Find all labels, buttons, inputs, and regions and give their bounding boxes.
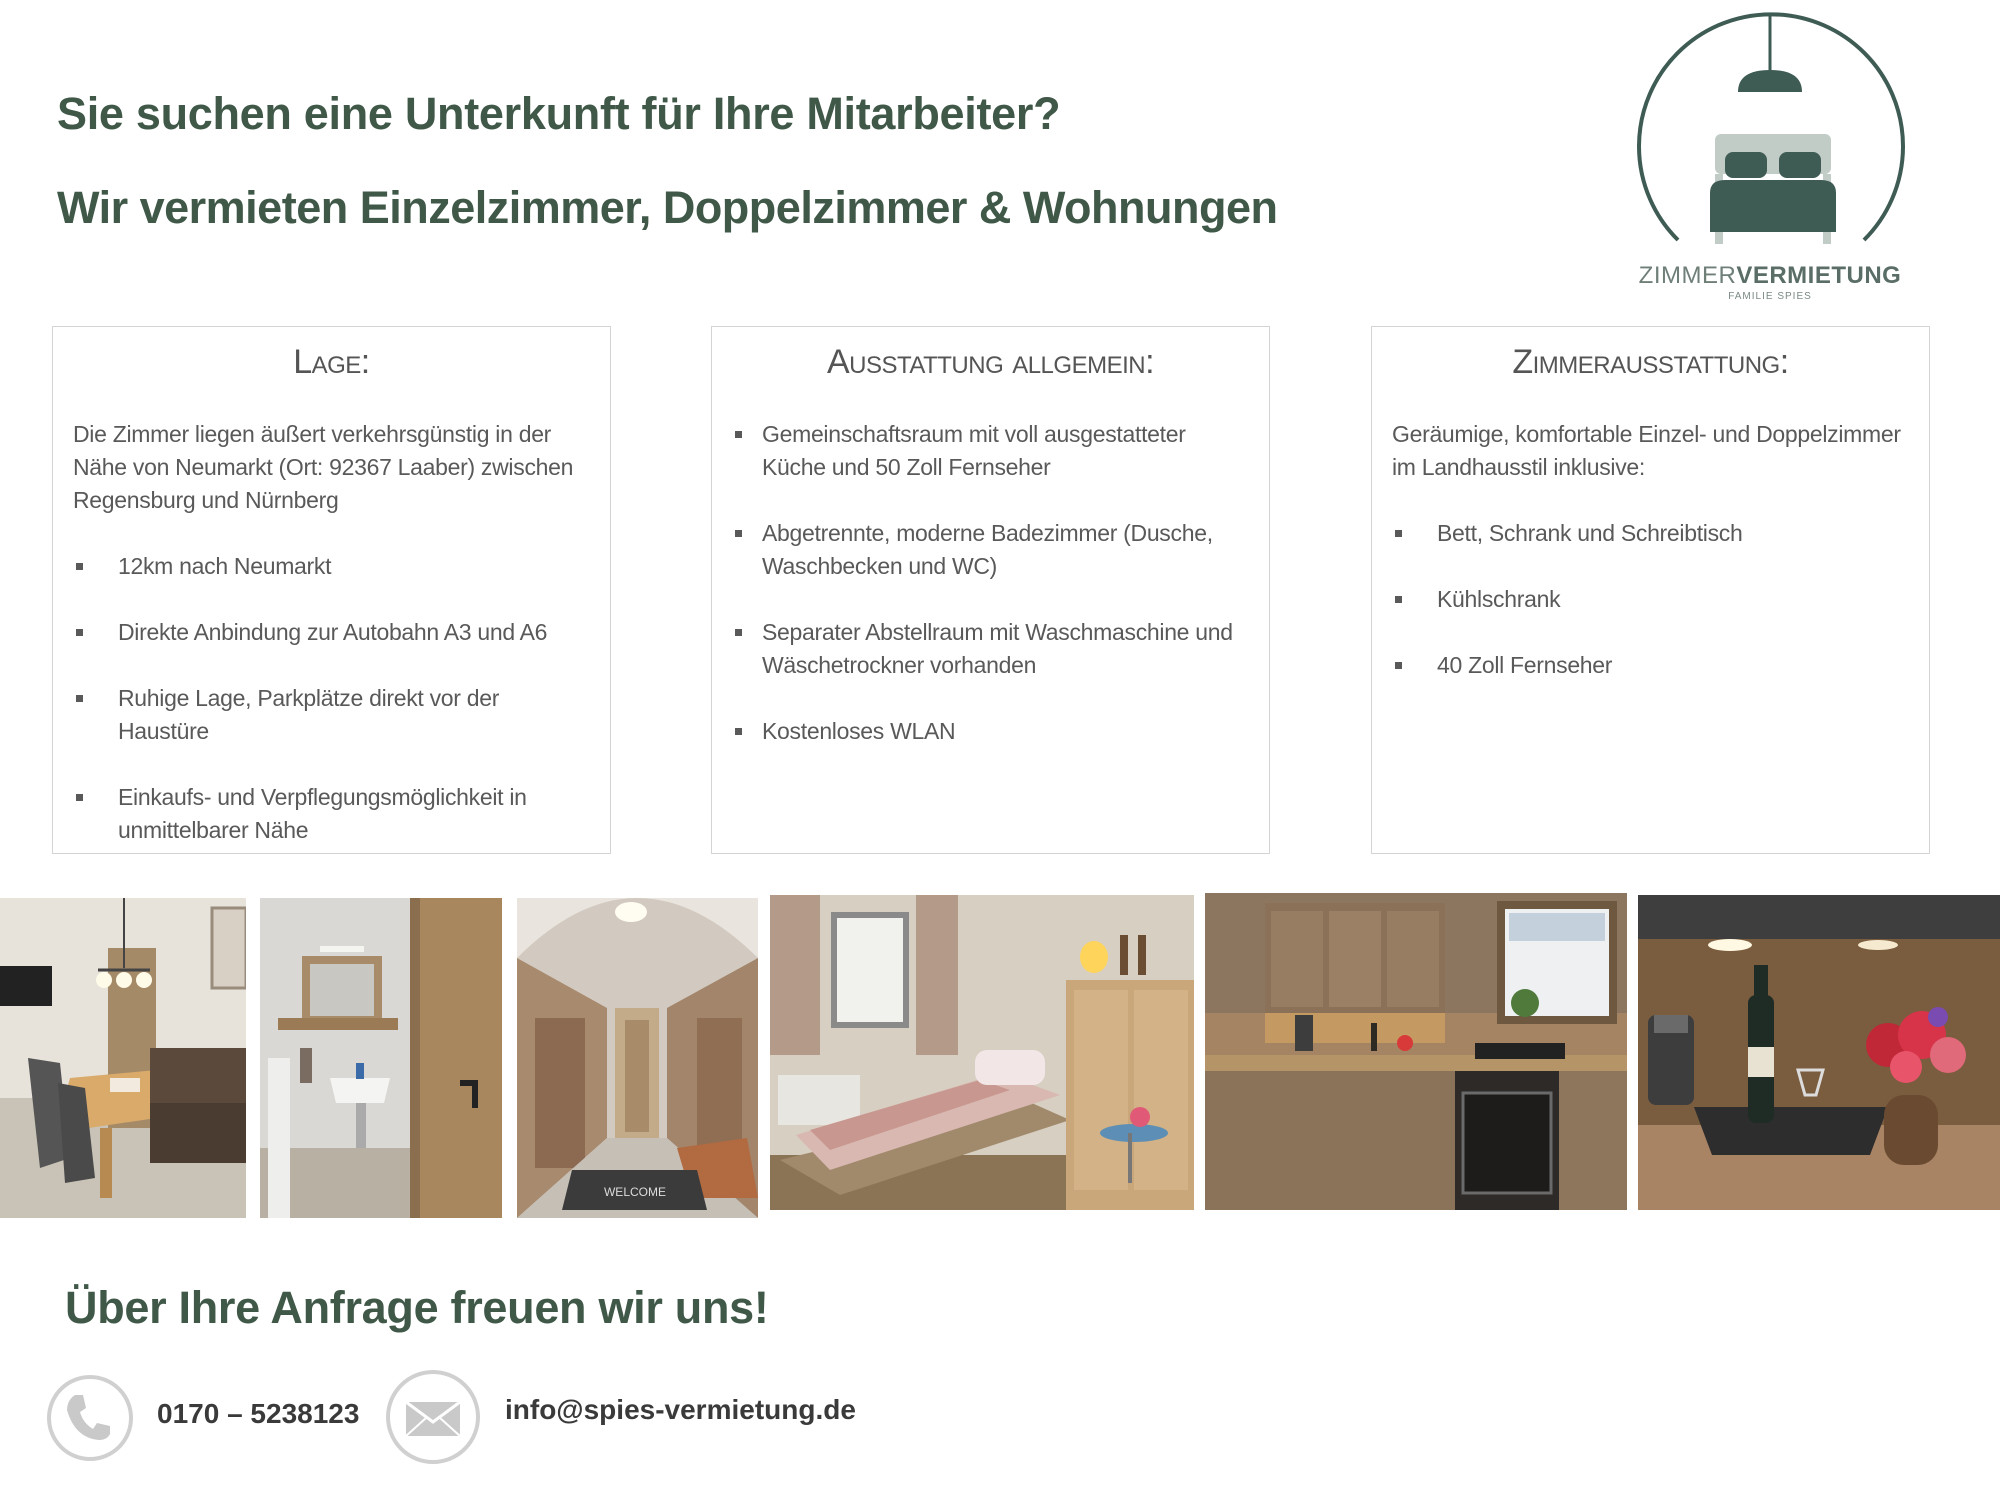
list-item: Kühlschrank <box>1392 583 1909 616</box>
list-item: 12km nach Neumarkt <box>73 550 590 583</box>
photo-single-bedroom <box>770 895 1194 1210</box>
doormat-text: WELCOME <box>603 1185 667 1199</box>
page-title: Sie suchen eine Unterkunft für Ihre Mitarbeiter? <box>57 88 1061 139</box>
info-box-zimmerausstattung <box>1371 326 1930 854</box>
list-item: Einkaufs- und Verpflegungsmöglichkeit in unmittelbarer Nähe <box>73 781 590 847</box>
phone-number[interactable]: 0170 – 5238123 <box>157 1398 360 1429</box>
box-title-allgemein: Ausstattung allgemein: <box>826 343 1155 381</box>
list-item: Kostenloses WLAN <box>732 715 1249 748</box>
logo-word-bold: VERMIETUNG <box>1736 262 1902 289</box>
box-intro-zimmer: Geräumige, komfortable Einzel- und Doppelzimmer im Landhausstil inklusive: <box>1392 421 1901 480</box>
logo-subline: FAMILIE SPIES <box>1728 291 1812 302</box>
feature-list-allgemein <box>712 418 1269 748</box>
photo-vaulted-hallway <box>517 898 758 1218</box>
closing-headline: Über Ihre Anfrage freuen wir uns! <box>65 1282 769 1333</box>
list-item: Abgetrennte, moderne Badezimmer (Dusche, Waschbecken und WC) <box>732 517 1249 583</box>
list-item: Gemeinschaftsraum mit voll ausgestatteter Küche und 50 Zoll Fernseher <box>732 418 1249 484</box>
phone-icon <box>47 1375 133 1461</box>
list-item: Bett, Schrank und Schreibtisch <box>1392 517 1909 550</box>
company-logo <box>1630 8 1910 308</box>
photo-dining-room <box>0 898 246 1218</box>
logo-word-light: ZIMMER <box>1638 262 1737 289</box>
logo-wordmark <box>1630 262 1910 290</box>
email-icon <box>386 1370 480 1464</box>
info-box-ausstattung-allgemein <box>711 326 1270 854</box>
photo-kitchen <box>1205 893 1627 1210</box>
feature-list-lage <box>53 550 610 847</box>
photo-welcome-tray <box>1638 895 2000 1210</box>
email-address[interactable]: info@spies-vermietung.de <box>505 1394 856 1425</box>
list-item: Ruhige Lage, Parkplätze direkt vor der Haustüre <box>73 682 590 748</box>
info-box-lage <box>52 326 611 854</box>
list-item: Direkte Anbindung zur Autobahn A3 und A6 <box>73 616 590 649</box>
page-subtitle: Wir vermieten Einzelzimmer, Doppelzimmer & Wohnungen <box>57 182 1278 233</box>
box-title-zimmer: Zimmerausstattung: <box>1512 343 1789 381</box>
box-title-lage: Lage: <box>293 343 370 381</box>
list-item: Separater Abstellraum mit Waschmaschine und Wäschetrockner vorhanden <box>732 616 1249 682</box>
box-intro-lage: Die Zimmer liegen äußert verkehrsgünstig in der Nähe von Neumarkt (Ort: 92367 Laaber) zwischen Regensburg und Nürnberg <box>73 421 574 513</box>
list-item: 40 Zoll Fernseher <box>1392 649 1909 682</box>
feature-list-zimmer <box>1372 517 1929 682</box>
photo-bathroom <box>260 898 502 1218</box>
